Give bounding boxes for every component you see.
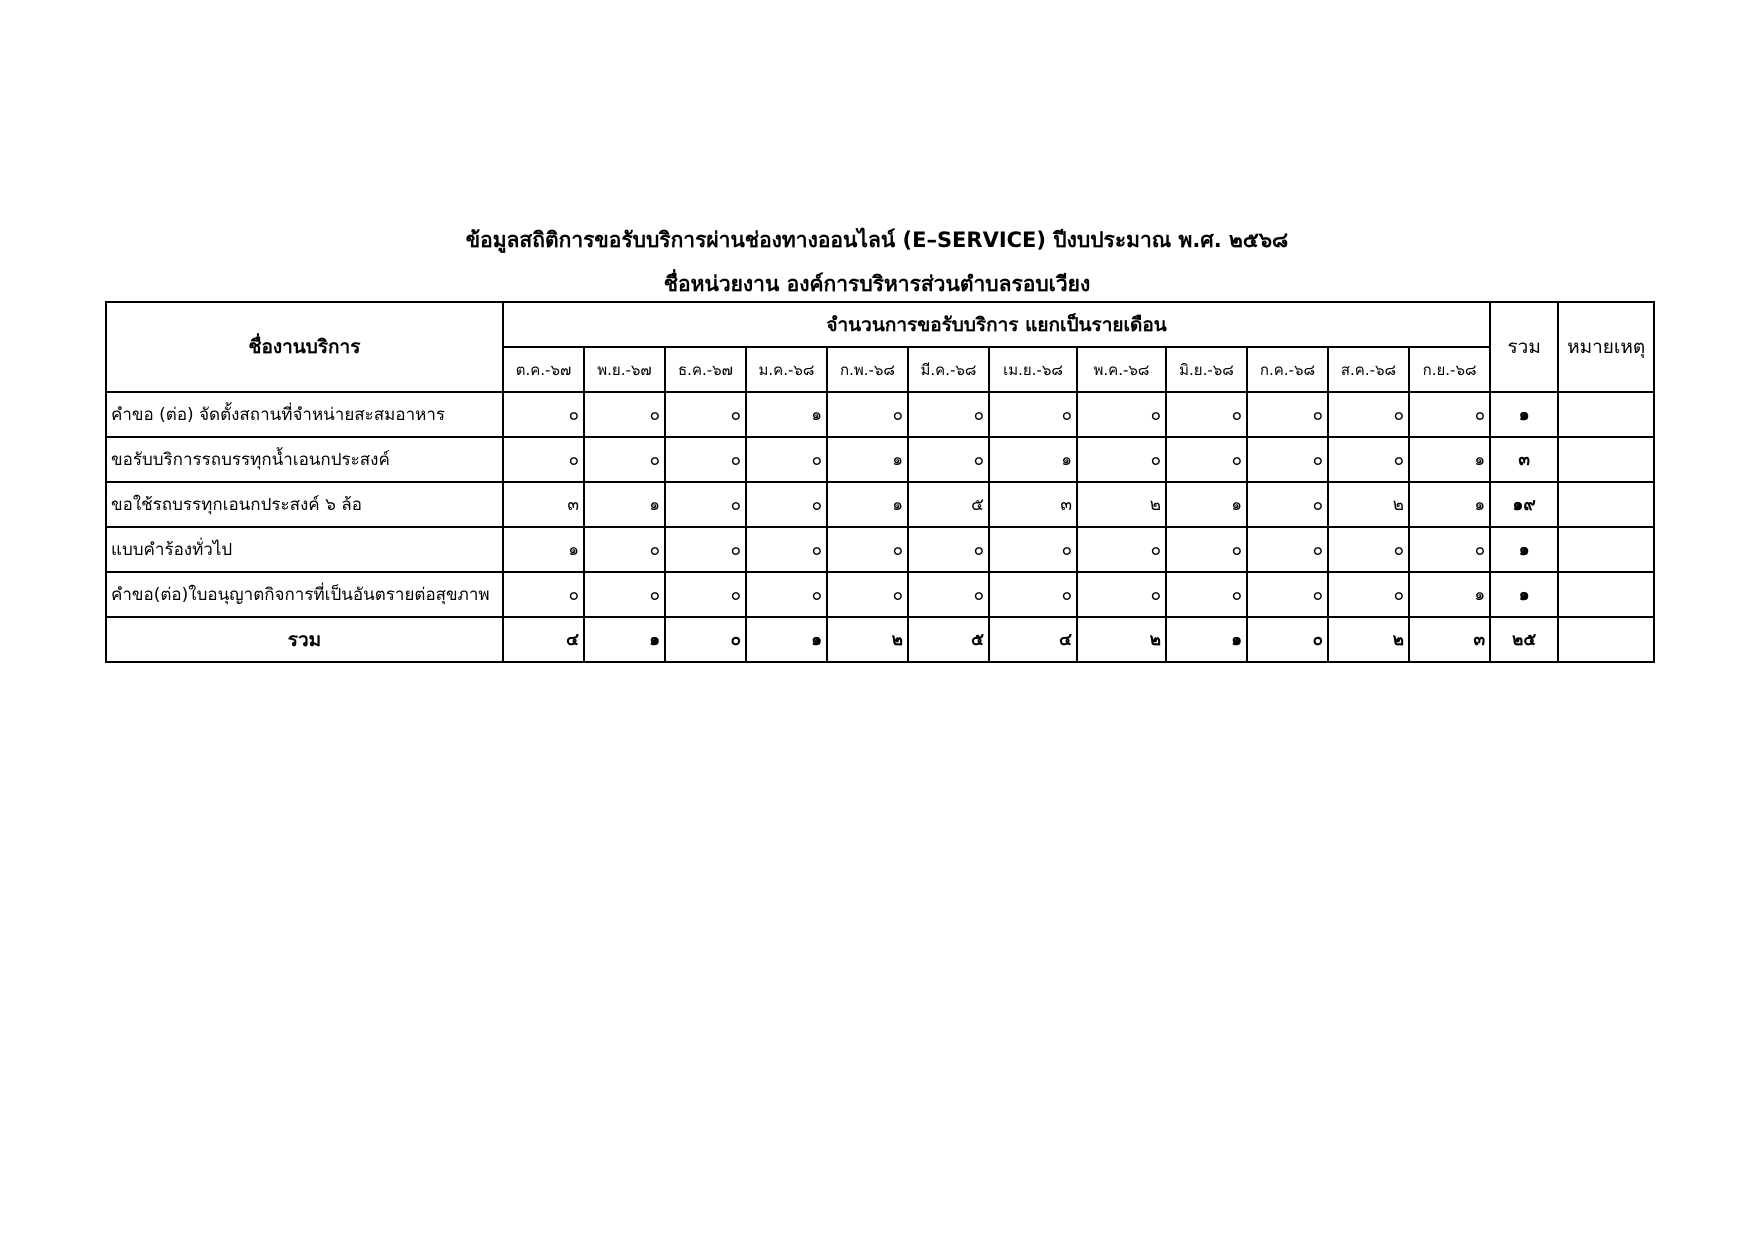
month-value-cell: ๐ (1077, 572, 1166, 617)
month-value-cell: ๐ (989, 572, 1077, 617)
summary-label: รวม (106, 617, 503, 662)
month-value-cell: ๒ (1328, 482, 1409, 527)
summary-month-cell: ๑ (584, 617, 665, 662)
monthly-count-header: จำนวนการขอรับบริการ แยกเป็นรายเดือน (503, 302, 1490, 347)
month-value-cell: ๐ (827, 572, 908, 617)
month-value-cell: ๐ (1328, 437, 1409, 482)
month-value-cell: ๐ (908, 392, 989, 437)
month-value-cell: ๐ (503, 437, 584, 482)
summary-month-cell: ๒ (1328, 617, 1409, 662)
month-value-cell: ๐ (1077, 437, 1166, 482)
month-value-cell: ๕ (908, 482, 989, 527)
month-value-cell: ๑ (746, 392, 827, 437)
month-value-cell: ๐ (746, 482, 827, 527)
month-header: เม.ย.-๖๘ (989, 347, 1077, 392)
remarks-cell (1558, 617, 1654, 662)
month-value-cell: ๐ (584, 437, 665, 482)
month-value-cell: ๐ (503, 392, 584, 437)
month-header: มิ.ย.-๖๘ (1166, 347, 1247, 392)
summary-month-cell: ๐ (1247, 617, 1328, 662)
month-value-cell: ๑ (1166, 482, 1247, 527)
row-total-cell: ๑๙ (1490, 482, 1558, 527)
month-value-cell: ๐ (665, 392, 746, 437)
month-value-cell: ๐ (1328, 527, 1409, 572)
statistics-table (105, 301, 1655, 663)
month-value-cell: ๐ (1247, 527, 1328, 572)
month-value-cell: ๐ (1247, 482, 1328, 527)
month-value-cell: ๐ (665, 482, 746, 527)
month-header: ธ.ค.-๖๗ (665, 347, 746, 392)
month-header: ม.ค.-๖๘ (746, 347, 827, 392)
remarks-cell (1558, 482, 1654, 527)
month-value-cell: ๐ (665, 572, 746, 617)
month-value-cell: ๐ (908, 437, 989, 482)
month-value-cell: ๑ (827, 482, 908, 527)
agency-name: ชื่อหน่วยงาน องค์การบริหารส่วนตำบลรอบเวียง (663, 272, 1091, 296)
month-value-cell: ๑ (989, 437, 1077, 482)
month-header: พ.ย.-๖๗ (584, 347, 665, 392)
month-value-cell: ๐ (1247, 572, 1328, 617)
month-value-cell: ๐ (1409, 527, 1490, 572)
service-name-cell: ขอรับบริการรถบรรทุกน้ำเอนกประสงค์ (106, 437, 503, 482)
month-value-cell: ๑ (1409, 482, 1490, 527)
summary-row (106, 617, 1654, 662)
remarks-cell (1558, 437, 1654, 482)
service-name-cell: คำขอ(ต่อ)ใบอนุญาตกิจการที่เป็นอันตรายต่อสุขภาพ (106, 572, 503, 617)
grand-total-cell: ๒๕ (1490, 617, 1558, 662)
month-value-cell: ๐ (908, 572, 989, 617)
remarks-cell (1558, 527, 1654, 572)
summary-month-cell: ๒ (827, 617, 908, 662)
month-value-cell: ๐ (1247, 437, 1328, 482)
header-row (106, 302, 1654, 347)
summary-month-cell: ๓ (1409, 617, 1490, 662)
month-header: ก.ค.-๖๘ (1247, 347, 1328, 392)
month-value-cell: ๐ (1247, 392, 1328, 437)
summary-month-cell: ๕ (908, 617, 989, 662)
table-row (106, 572, 1654, 617)
month-value-cell: ๓ (503, 482, 584, 527)
month-value-cell: ๑ (584, 482, 665, 527)
month-header: ต.ค.-๖๗ (503, 347, 584, 392)
month-value-cell: ๑ (1409, 437, 1490, 482)
total-header: รวม (1490, 302, 1558, 392)
remarks-cell (1558, 392, 1654, 437)
table-row (106, 392, 1654, 437)
month-value-cell: ๐ (746, 572, 827, 617)
table-row (106, 437, 1654, 482)
service-name-header: ชื่องานบริการ (106, 302, 503, 392)
row-total-cell: ๓ (1490, 437, 1558, 482)
month-value-cell: ๐ (1077, 527, 1166, 572)
month-header: ก.ย.-๖๘ (1409, 347, 1490, 392)
month-value-cell: ๐ (989, 527, 1077, 572)
month-value-cell: ๐ (1166, 527, 1247, 572)
month-value-cell: ๐ (827, 527, 908, 572)
month-value-cell: ๐ (746, 437, 827, 482)
row-total-cell: ๑ (1490, 392, 1558, 437)
report-title: ข้อมูลสถิติการขอรับบริการผ่านช่องทางออนไลน์ (E–SERVICE) ปีงบประมาณ พ.ศ. ๒๕๖๘ (465, 228, 1289, 252)
summary-month-cell: ๒ (1077, 617, 1166, 662)
summary-month-cell: ๑ (1166, 617, 1247, 662)
remarks-header: หมายเหตุ (1558, 302, 1654, 392)
month-value-cell: ๐ (1328, 392, 1409, 437)
summary-month-cell: ๔ (503, 617, 584, 662)
service-name-cell: แบบคำร้องทั่วไป (106, 527, 503, 572)
month-header: พ.ค.-๖๘ (1077, 347, 1166, 392)
summary-month-cell: ๑ (746, 617, 827, 662)
summary-month-cell: ๔ (989, 617, 1077, 662)
month-header: ก.พ.-๖๘ (827, 347, 908, 392)
service-name-cell: คำขอ (ต่อ) จัดตั้งสถานที่จำหน่ายสะสมอาหาร (106, 392, 503, 437)
row-total-cell: ๑ (1490, 527, 1558, 572)
month-value-cell: ๐ (1328, 572, 1409, 617)
month-value-cell: ๐ (503, 572, 584, 617)
month-value-cell: ๐ (1166, 437, 1247, 482)
month-value-cell: ๐ (989, 392, 1077, 437)
month-header: ส.ค.-๖๘ (1328, 347, 1409, 392)
month-value-cell: ๐ (665, 527, 746, 572)
month-value-cell: ๐ (665, 437, 746, 482)
month-value-cell: ๐ (1409, 392, 1490, 437)
month-value-cell: ๐ (1077, 392, 1166, 437)
row-total-cell: ๑ (1490, 572, 1558, 617)
table-row (106, 482, 1654, 527)
service-name-cell: ขอใช้รถบรรทุกเอนกประสงค์ ๖ ล้อ (106, 482, 503, 527)
table-row (106, 527, 1654, 572)
month-value-cell: ๐ (584, 572, 665, 617)
month-value-cell: ๒ (1077, 482, 1166, 527)
summary-month-cell: ๐ (665, 617, 746, 662)
month-value-cell: ๐ (1166, 572, 1247, 617)
month-value-cell: ๐ (746, 527, 827, 572)
month-value-cell: ๐ (827, 392, 908, 437)
month-value-cell: ๐ (584, 527, 665, 572)
month-value-cell: ๐ (584, 392, 665, 437)
month-header: มี.ค.-๖๘ (908, 347, 989, 392)
month-value-cell: ๑ (827, 437, 908, 482)
month-value-cell: ๐ (908, 527, 989, 572)
month-value-cell: ๓ (989, 482, 1077, 527)
month-value-cell: ๑ (1409, 572, 1490, 617)
remarks-cell (1558, 572, 1654, 617)
month-value-cell: ๑ (503, 527, 584, 572)
month-value-cell: ๐ (1166, 392, 1247, 437)
